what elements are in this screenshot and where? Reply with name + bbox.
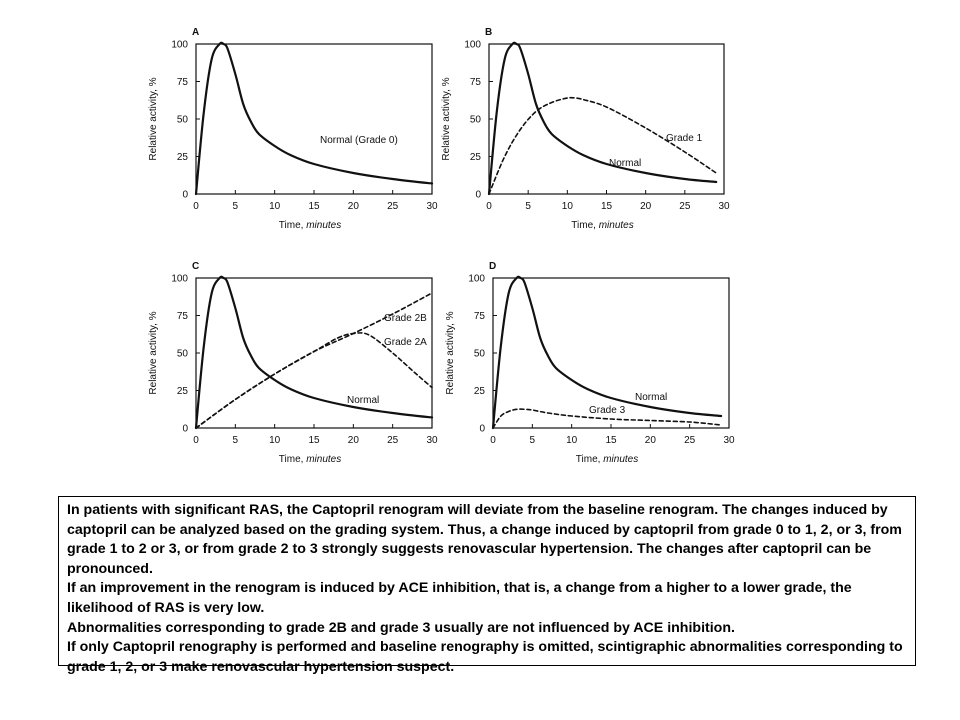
y-axis-label: Relative activity, % xyxy=(148,77,159,161)
series-label-normal: Normal xyxy=(347,395,380,406)
y-tick-label: 100 xyxy=(464,39,481,51)
paragraph-2: If an improvement in the renogram is induced by ACE inhibition, that is, a change from a higher to a lower grade, the likelihood of RAS is very low. xyxy=(67,580,852,616)
panel-letter: C xyxy=(192,261,200,272)
x-tick-label: 25 xyxy=(387,201,399,212)
series-label-grade-3: Grade 3 xyxy=(589,405,626,416)
x-tick-label: 10 xyxy=(566,435,578,446)
x-tick-label: 5 xyxy=(232,435,239,446)
panel-c xyxy=(148,261,438,465)
y-axis-label: Relative activity, % xyxy=(148,311,159,395)
x-tick-label: 0 xyxy=(193,201,199,212)
paragraph-1: In patients with significant RAS, the Captopril renogram will deviate from the baseline renogram. The changes induced by captopril can be analyzed based on the grading system. Thus, a change induced by captopril from grade 0 to 1, 2, or 3, from grade 1 to 2 or 3, or from grade 2 to 3 strongly suggests renovascular hypertension. The changes after captopril can be pronounced. xyxy=(67,502,902,577)
y-tick-label: 25 xyxy=(469,152,481,163)
panel-letter: A xyxy=(192,27,200,38)
series-label-normal-grade-0: Normal (Grade 0) xyxy=(320,135,398,146)
y-tick-label: 75 xyxy=(176,311,188,322)
x-tick-label: 30 xyxy=(426,201,438,212)
plot-frame xyxy=(196,278,432,428)
x-tick-label: 15 xyxy=(600,201,613,212)
paragraph-3: Abnormalities corresponding to grade 2B and grade 3 usually are not influenced by ACE inhibition. xyxy=(67,619,735,636)
series-label-grade-2b: Grade 2B xyxy=(384,313,427,324)
y-tick-label: 50 xyxy=(473,348,485,360)
y-tick-label: 50 xyxy=(176,114,188,126)
plot-frame xyxy=(196,44,432,194)
x-tick-label: 0 xyxy=(193,435,199,446)
panel-a xyxy=(148,27,438,231)
x-tick-label: 20 xyxy=(640,201,652,212)
x-tick-label: 20 xyxy=(644,435,656,446)
x-tick-label: 10 xyxy=(269,435,281,446)
x-axis-label: Time, minutes xyxy=(575,454,639,465)
y-tick-label: 0 xyxy=(182,189,188,201)
panel-d xyxy=(445,261,735,465)
series-label-normal: Normal xyxy=(635,392,668,403)
y-tick-label: 75 xyxy=(176,77,188,88)
x-tick-label: 20 xyxy=(347,201,359,212)
y-tick-label: 75 xyxy=(473,311,485,322)
x-tick-label: 0 xyxy=(490,435,496,446)
x-tick-label: 30 xyxy=(718,201,730,212)
y-tick-label: 25 xyxy=(473,386,485,397)
series-line-normal xyxy=(489,43,716,194)
y-axis-label: Relative activity, % xyxy=(441,77,452,161)
x-tick-label: 5 xyxy=(525,201,531,212)
x-tick-label: 10 xyxy=(561,201,573,212)
y-axis-label: Relative activity, % xyxy=(445,311,456,395)
panel-letter: B xyxy=(485,27,493,38)
series-line-normal-grade-0 xyxy=(196,43,432,194)
x-tick-label: 30 xyxy=(723,435,735,446)
x-tick-label: 25 xyxy=(679,201,691,212)
x-tick-label: 25 xyxy=(387,435,399,446)
x-tick-label: 10 xyxy=(269,201,281,212)
y-tick-label: 100 xyxy=(171,39,188,51)
paragraph-4: If only Captopril renography is performed and baseline renography is omitted, scintigraphic abnormalities corresponding to grade 1, 2, or 3 make renovascular hypertension suspect. xyxy=(67,639,903,675)
y-tick-label: 75 xyxy=(469,77,481,88)
x-tick-label: 0 xyxy=(486,201,492,212)
y-tick-label: 100 xyxy=(468,273,485,285)
x-tick-label: 5 xyxy=(529,435,536,446)
y-tick-label: 50 xyxy=(469,114,481,126)
x-tick-label: 15 xyxy=(308,201,320,212)
x-axis-label: Time, minutes xyxy=(278,454,342,465)
plot-frame xyxy=(489,44,724,194)
x-tick-label: 25 xyxy=(684,435,696,446)
y-tick-label: 0 xyxy=(182,423,188,435)
y-tick-label: 25 xyxy=(176,152,188,163)
series-label-normal: Normal xyxy=(609,158,642,169)
y-tick-label: 50 xyxy=(176,348,188,360)
x-tick-label: 30 xyxy=(426,435,438,446)
x-tick-label: 15 xyxy=(308,435,320,446)
x-axis-label: Time, minutes xyxy=(571,220,634,231)
x-axis-label: Time, minutes xyxy=(278,220,342,231)
y-tick-label: 100 xyxy=(171,273,188,285)
explanation-textbox xyxy=(58,496,916,675)
y-tick-label: 25 xyxy=(176,386,188,397)
series-label-grade-1: Grade 1 xyxy=(666,133,703,144)
x-tick-label: 20 xyxy=(347,435,359,446)
x-tick-label: 5 xyxy=(232,201,239,212)
y-tick-label: 0 xyxy=(479,423,485,435)
series-label-grade-2a: Grade 2A xyxy=(384,337,427,348)
x-tick-label: 15 xyxy=(605,435,617,446)
panel-b xyxy=(441,27,730,231)
y-tick-label: 0 xyxy=(475,189,481,201)
panel-letter: D xyxy=(489,261,497,272)
